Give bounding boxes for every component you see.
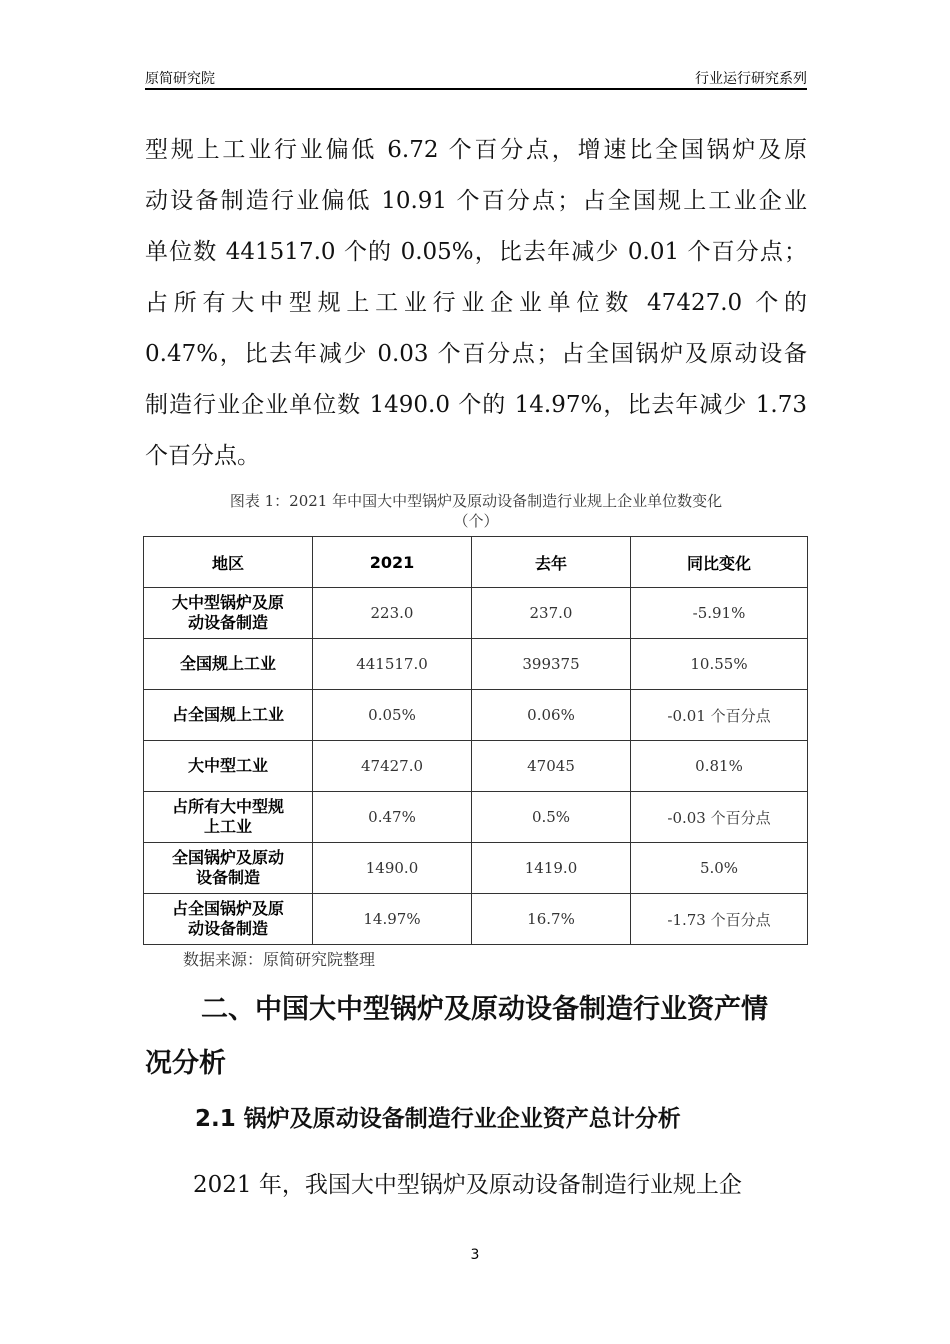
column-header-2021: 2021 xyxy=(313,537,472,588)
cell-change: -1.73 个百分点 xyxy=(631,894,808,945)
row-label: 全国规上工业 xyxy=(144,639,313,690)
cell-2021: 0.05% xyxy=(313,690,472,741)
cell-last-year: 399375 xyxy=(472,639,631,690)
page-number: 3 xyxy=(470,1247,480,1263)
cell-2021: 14.97% xyxy=(313,894,472,945)
header-series-name: 行业运行研究系列 xyxy=(695,71,807,87)
cell-last-year: 0.5% xyxy=(472,792,631,843)
cell-last-year: 237.0 xyxy=(472,588,631,639)
paragraph-line: 单位数 441517.0 个的 0.05%，比去年减少 0.01 个百分点； xyxy=(145,239,807,265)
row-label: 大中型工业 xyxy=(144,741,313,792)
data-source-note: 数据来源：原简研究院整理 xyxy=(183,950,376,969)
paragraph-line: 0.47%，比去年减少 0.03 个百分点；占全国锅炉及原动设备 xyxy=(145,341,807,367)
paragraph-line: 制造行业企业单位数 1490.0 个的 14.97%，比去年减少 1.73 xyxy=(145,392,807,418)
cell-last-year: 47045 xyxy=(472,741,631,792)
cell-2021: 47427.0 xyxy=(313,741,472,792)
row-label: 占所有大中型规 上工业 xyxy=(144,792,313,843)
enterprise-count-table xyxy=(143,536,808,945)
header-org-name: 原简研究院 xyxy=(145,71,215,87)
table-row xyxy=(144,639,808,690)
section-heading-line: 况分析 xyxy=(145,1048,226,1079)
cell-2021: 1490.0 xyxy=(313,843,472,894)
row-label: 占全国锅炉及原 动设备制造 xyxy=(144,894,313,945)
cell-change: 0.81% xyxy=(631,741,808,792)
column-header-last-year: 去年 xyxy=(472,537,631,588)
table-caption-unit: （个） xyxy=(453,512,499,530)
section-heading xyxy=(145,983,807,1091)
column-header-yoy-change: 同比变化 xyxy=(631,537,808,588)
cell-2021: 441517.0 xyxy=(313,639,472,690)
cell-change: 10.55% xyxy=(631,639,808,690)
paragraph-line: 型规上工业行业偏低 6.72 个百分点，增速比全国锅炉及原 xyxy=(145,137,807,163)
row-label: 全国锅炉及原动 设备制造 xyxy=(144,843,313,894)
table-row xyxy=(144,741,808,792)
row-label: 占全国规上工业 xyxy=(144,690,313,741)
section-heading-line: 二、中国大中型锅炉及原动设备制造行业资产情 xyxy=(201,994,768,1025)
cell-2021: 0.47% xyxy=(313,792,472,843)
paragraph-2 xyxy=(145,1160,807,1211)
paragraph-line: 占所有大中型规上工业行业企业单位数 47427.0 个的 xyxy=(145,290,807,316)
cell-last-year: 0.06% xyxy=(472,690,631,741)
header-divider xyxy=(145,88,807,90)
table-header-row xyxy=(144,537,808,588)
cell-last-year: 1419.0 xyxy=(472,843,631,894)
table-row xyxy=(144,843,808,894)
paragraph-1 xyxy=(145,125,807,482)
cell-change: -0.01 个百分点 xyxy=(631,690,808,741)
column-header-region: 地区 xyxy=(144,537,313,588)
cell-change: 5.0% xyxy=(631,843,808,894)
table-caption-title: 图表 1：2021 年中国大中型锅炉及原动设备制造行业规上企业单位数变化 xyxy=(229,492,723,510)
table-row xyxy=(144,690,808,741)
cell-change: -0.03 个百分点 xyxy=(631,792,808,843)
row-label: 大中型锅炉及原 动设备制造 xyxy=(144,588,313,639)
paragraph-line: 2021 年，我国大中型锅炉及原动设备制造行业规上企 xyxy=(193,1172,742,1198)
subsection-heading: 2.1 锅炉及原动设备制造行业企业资产总计分析 xyxy=(195,1106,681,1132)
table-row xyxy=(144,588,808,639)
cell-last-year: 16.7% xyxy=(472,894,631,945)
paragraph-line: 动设备制造行业偏低 10.91 个百分点；占全国规上工业企业 xyxy=(145,188,807,214)
page-header xyxy=(145,66,807,88)
cell-2021: 223.0 xyxy=(313,588,472,639)
paragraph-line: 个百分点。 xyxy=(145,443,260,469)
table-row xyxy=(144,894,808,945)
table-row xyxy=(144,792,808,843)
cell-change: -5.91% xyxy=(631,588,808,639)
table-caption xyxy=(145,491,807,531)
